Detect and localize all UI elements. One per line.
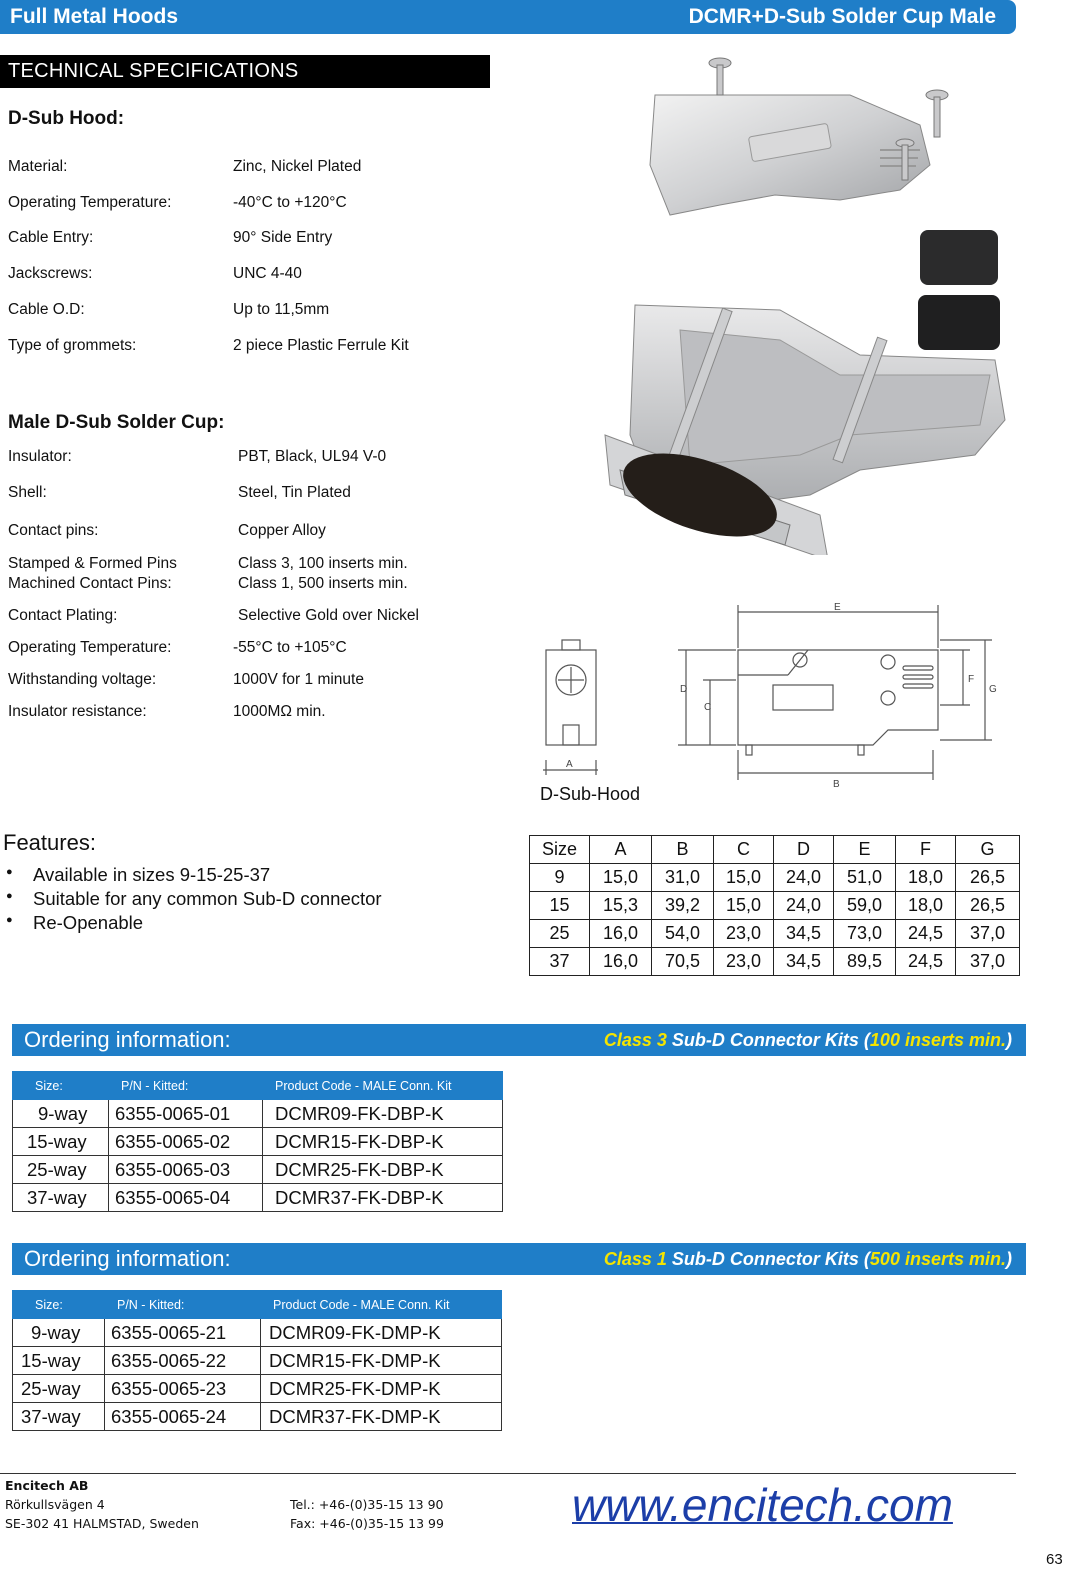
table-cell: DCMR09-FK-DBP-K xyxy=(263,1100,503,1128)
class-text: Sub-D Connector Kits ( xyxy=(666,1249,870,1269)
hood-spec-label: Cable O.D: xyxy=(8,301,85,318)
table-cell: 15,0 xyxy=(590,864,652,892)
table-cell: 9-way xyxy=(13,1319,105,1347)
header-left-title: Full Metal Hoods xyxy=(10,5,178,28)
dim-label-a: A xyxy=(566,759,573,770)
ordering-title: Ordering information: xyxy=(24,1027,231,1052)
machined-label: Machined Contact Pins: xyxy=(8,575,172,592)
table-cell: 6355-0065-01 xyxy=(109,1100,263,1128)
table-cell: 6355-0065-02 xyxy=(109,1128,263,1156)
optemp-value: -55°C to +105°C xyxy=(233,639,347,656)
table-row xyxy=(530,948,1020,976)
shell-value: Steel, Tin Plated xyxy=(238,484,351,501)
header-right-title: DCMR+D-Sub Solder Cup Male xyxy=(688,5,996,28)
col-header: Size: xyxy=(13,1291,105,1319)
table-cell: 54,0 xyxy=(652,920,714,948)
hood-spec-label: Operating Temperature: xyxy=(8,194,172,211)
table-cell: DCMR37-FK-DMP-K xyxy=(261,1403,502,1431)
col-header: P/N - Kitted: xyxy=(105,1291,261,1319)
hood-spec-label: Type of grommets: xyxy=(8,337,137,354)
table-cell: 24,5 xyxy=(896,948,956,976)
table-row xyxy=(13,1319,502,1347)
ordering-class-caption xyxy=(604,1249,1012,1270)
table-cell: 15,3 xyxy=(590,892,652,920)
hood-spec-value: 90° Side Entry xyxy=(233,229,333,246)
footer-tel: Tel.: +46-(0)35-15 13 90 xyxy=(290,1497,444,1512)
table-cell: 24,5 xyxy=(896,920,956,948)
class-close: ) xyxy=(1006,1030,1012,1050)
ordering-title: Ordering information: xyxy=(24,1246,231,1271)
dim-label-b: B xyxy=(833,779,840,790)
hood-spec-value: 2 piece Plastic Ferrule Kit xyxy=(233,337,409,354)
table-cell: 16,0 xyxy=(590,920,652,948)
footer-street: Rörkullsvägen 4 xyxy=(5,1497,105,1512)
table-cell: 37-way xyxy=(13,1403,105,1431)
dimensions-table xyxy=(529,835,1020,976)
pins-value: Copper Alloy xyxy=(238,522,326,539)
table-header-row xyxy=(13,1291,502,1319)
col-header: G xyxy=(956,836,1020,864)
table-cell: 6355-0065-04 xyxy=(109,1184,263,1212)
table-cell: DCMR25-FK-DBP-K xyxy=(263,1156,503,1184)
table-row xyxy=(13,1156,503,1184)
table-row xyxy=(13,1100,503,1128)
table-cell: 9-way xyxy=(13,1100,109,1128)
hood-spec-label: Jackscrews: xyxy=(8,265,93,282)
table-cell: 26,5 xyxy=(956,892,1020,920)
table-cell: 6355-0065-24 xyxy=(105,1403,261,1431)
page-header xyxy=(0,0,1016,34)
col-header: B xyxy=(652,836,714,864)
inserts-label: 100 inserts min. xyxy=(869,1030,1006,1050)
ordering-class-caption xyxy=(604,1030,1012,1051)
col-header: A xyxy=(590,836,652,864)
table-cell: 37,0 xyxy=(956,920,1020,948)
table-cell: 89,5 xyxy=(834,948,896,976)
machined-value: Class 1, 500 inserts min. xyxy=(238,575,408,592)
col-header: Size xyxy=(530,836,590,864)
dim-label-d: D xyxy=(680,684,688,695)
table-cell: 24,0 xyxy=(774,864,834,892)
table-cell: 9 xyxy=(530,864,590,892)
table-cell: 51,0 xyxy=(834,864,896,892)
hood-drawing-svg xyxy=(538,600,1018,790)
table-header-row xyxy=(530,836,1020,864)
hood-spec-value: Up to 11,5mm xyxy=(233,301,330,318)
class-close: ) xyxy=(1006,1249,1012,1269)
class-label: Class 1 xyxy=(603,1249,667,1269)
hood-title: D-Sub Hood: xyxy=(8,108,125,129)
table-cell: 70,5 xyxy=(652,948,714,976)
product-photo xyxy=(600,55,1020,555)
table-cell: DCMR37-FK-DBP-K xyxy=(263,1184,503,1212)
voltage-value: 1000V for 1 minute xyxy=(233,671,364,688)
table-row xyxy=(530,920,1020,948)
feature-item: ● Available in sizes 9-15-25-37 xyxy=(3,864,382,886)
table-row xyxy=(530,892,1020,920)
col-header: Product Code - MALE Conn. Kit xyxy=(263,1072,503,1100)
hood-spec-value: Zinc, Nickel Plated xyxy=(233,158,362,175)
table-cell: 73,0 xyxy=(834,920,896,948)
table-cell: 37 xyxy=(530,948,590,976)
voltage-label: Withstanding voltage: xyxy=(8,671,157,688)
col-header: E xyxy=(834,836,896,864)
table-row xyxy=(530,864,1020,892)
table-cell: 59,0 xyxy=(834,892,896,920)
features-list xyxy=(3,864,382,934)
dim-label-g: G xyxy=(989,684,997,695)
col-header: F xyxy=(896,836,956,864)
table-cell: 15 xyxy=(530,892,590,920)
page-number: 63 xyxy=(1046,1551,1063,1568)
drawing-caption: D-Sub-Hood xyxy=(540,784,641,804)
footer-fax: Fax: +46-(0)35-15 13 99 xyxy=(290,1516,444,1531)
table-cell: 16,0 xyxy=(590,948,652,976)
col-header: C xyxy=(714,836,774,864)
dim-label-c: C xyxy=(704,702,712,713)
hood-spec-label: Cable Entry: xyxy=(8,229,94,246)
table-cell: 34,5 xyxy=(774,920,834,948)
table-row xyxy=(13,1403,502,1431)
product-illustration xyxy=(600,55,1020,555)
table-cell: 31,0 xyxy=(652,864,714,892)
table-row xyxy=(13,1128,503,1156)
col-header: Size: xyxy=(13,1072,109,1100)
table-cell: 15,0 xyxy=(714,892,774,920)
footer-city: SE-302 41 HALMSTAD, Sweden xyxy=(5,1516,199,1531)
table-cell: 6355-0065-22 xyxy=(105,1347,261,1375)
table-cell: 18,0 xyxy=(896,864,956,892)
class-label: Class 3 xyxy=(603,1030,667,1050)
table-cell: 15,0 xyxy=(714,864,774,892)
stamped-value: Class 3, 100 inserts min. xyxy=(238,555,408,572)
hood-spec-value: -40°C to +120°C xyxy=(233,194,347,211)
resistance-value: 1000MΩ min. xyxy=(233,703,326,720)
footer-divider xyxy=(0,1473,1016,1474)
table-cell: 15-way xyxy=(13,1347,105,1375)
ordering-table-class3 xyxy=(12,1071,503,1212)
col-header: D xyxy=(774,836,834,864)
col-header: Product Code - MALE Conn. Kit xyxy=(261,1291,502,1319)
ordering-table-class1 xyxy=(12,1290,502,1431)
table-cell: 6355-0065-03 xyxy=(109,1156,263,1184)
footer-company: Encitech AB xyxy=(5,1478,89,1493)
table-cell: DCMR15-FK-DBP-K xyxy=(263,1128,503,1156)
col-header: P/N - Kitted: xyxy=(109,1072,263,1100)
plating-label: Contact Plating: xyxy=(8,607,118,624)
resistance-label: Insulator resistance: xyxy=(8,703,147,720)
table-cell: DCMR09-FK-DMP-K xyxy=(261,1319,502,1347)
website-link[interactable]: www.encitech.com xyxy=(572,1479,953,1531)
pins-label: Contact pins: xyxy=(8,522,99,539)
table-cell: 25-way xyxy=(13,1156,109,1184)
table-cell: DCMR25-FK-DMP-K xyxy=(261,1375,502,1403)
male-title: Male D-Sub Solder Cup: xyxy=(8,412,225,433)
table-cell: 6355-0065-23 xyxy=(105,1375,261,1403)
dim-label-f: F xyxy=(968,674,975,685)
hood-spec-label: Material: xyxy=(8,158,68,175)
table-cell: 25-way xyxy=(13,1375,105,1403)
hood-spec-value: UNC 4-40 xyxy=(233,265,302,282)
plating-value: Selective Gold over Nickel xyxy=(238,607,419,624)
ordering-bar-class3 xyxy=(12,1024,1026,1056)
table-cell: 26,5 xyxy=(956,864,1020,892)
table-row xyxy=(13,1375,502,1403)
table-cell: 37,0 xyxy=(956,948,1020,976)
stamped-label: Stamped & Formed Pins xyxy=(8,555,177,572)
feature-item: ● Re-Openable xyxy=(3,912,382,934)
table-cell: 15-way xyxy=(13,1128,109,1156)
table-cell: 24,0 xyxy=(774,892,834,920)
dimension-drawing xyxy=(538,600,1018,790)
table-cell: 39,2 xyxy=(652,892,714,920)
table-cell: 23,0 xyxy=(714,948,774,976)
feature-item: ● Suitable for any common Sub-D connector xyxy=(3,888,382,910)
table-cell: 25 xyxy=(530,920,590,948)
table-cell: 6355-0065-21 xyxy=(105,1319,261,1347)
optemp-label: Operating Temperature: xyxy=(8,639,172,656)
table-row xyxy=(13,1347,502,1375)
features-title: Features: xyxy=(3,830,96,855)
table-cell: DCMR15-FK-DMP-K xyxy=(261,1347,502,1375)
dim-label-e: E xyxy=(834,602,841,613)
tech-spec-bar: TECHNICAL SPECIFICATIONS xyxy=(0,55,490,88)
insulator-value: PBT, Black, UL94 V-0 xyxy=(238,448,387,465)
table-cell: 18,0 xyxy=(896,892,956,920)
table-cell: 34,5 xyxy=(774,948,834,976)
inserts-label: 500 inserts min. xyxy=(869,1249,1006,1269)
shell-label: Shell: xyxy=(8,484,47,501)
table-cell: 23,0 xyxy=(714,920,774,948)
table-header-row xyxy=(13,1072,503,1100)
features-section xyxy=(3,830,382,936)
insulator-label: Insulator: xyxy=(8,448,72,465)
table-cell: 37-way xyxy=(13,1184,109,1212)
ordering-bar-class1 xyxy=(12,1243,1026,1275)
table-row xyxy=(13,1184,503,1212)
class-text: Sub-D Connector Kits ( xyxy=(666,1030,870,1050)
